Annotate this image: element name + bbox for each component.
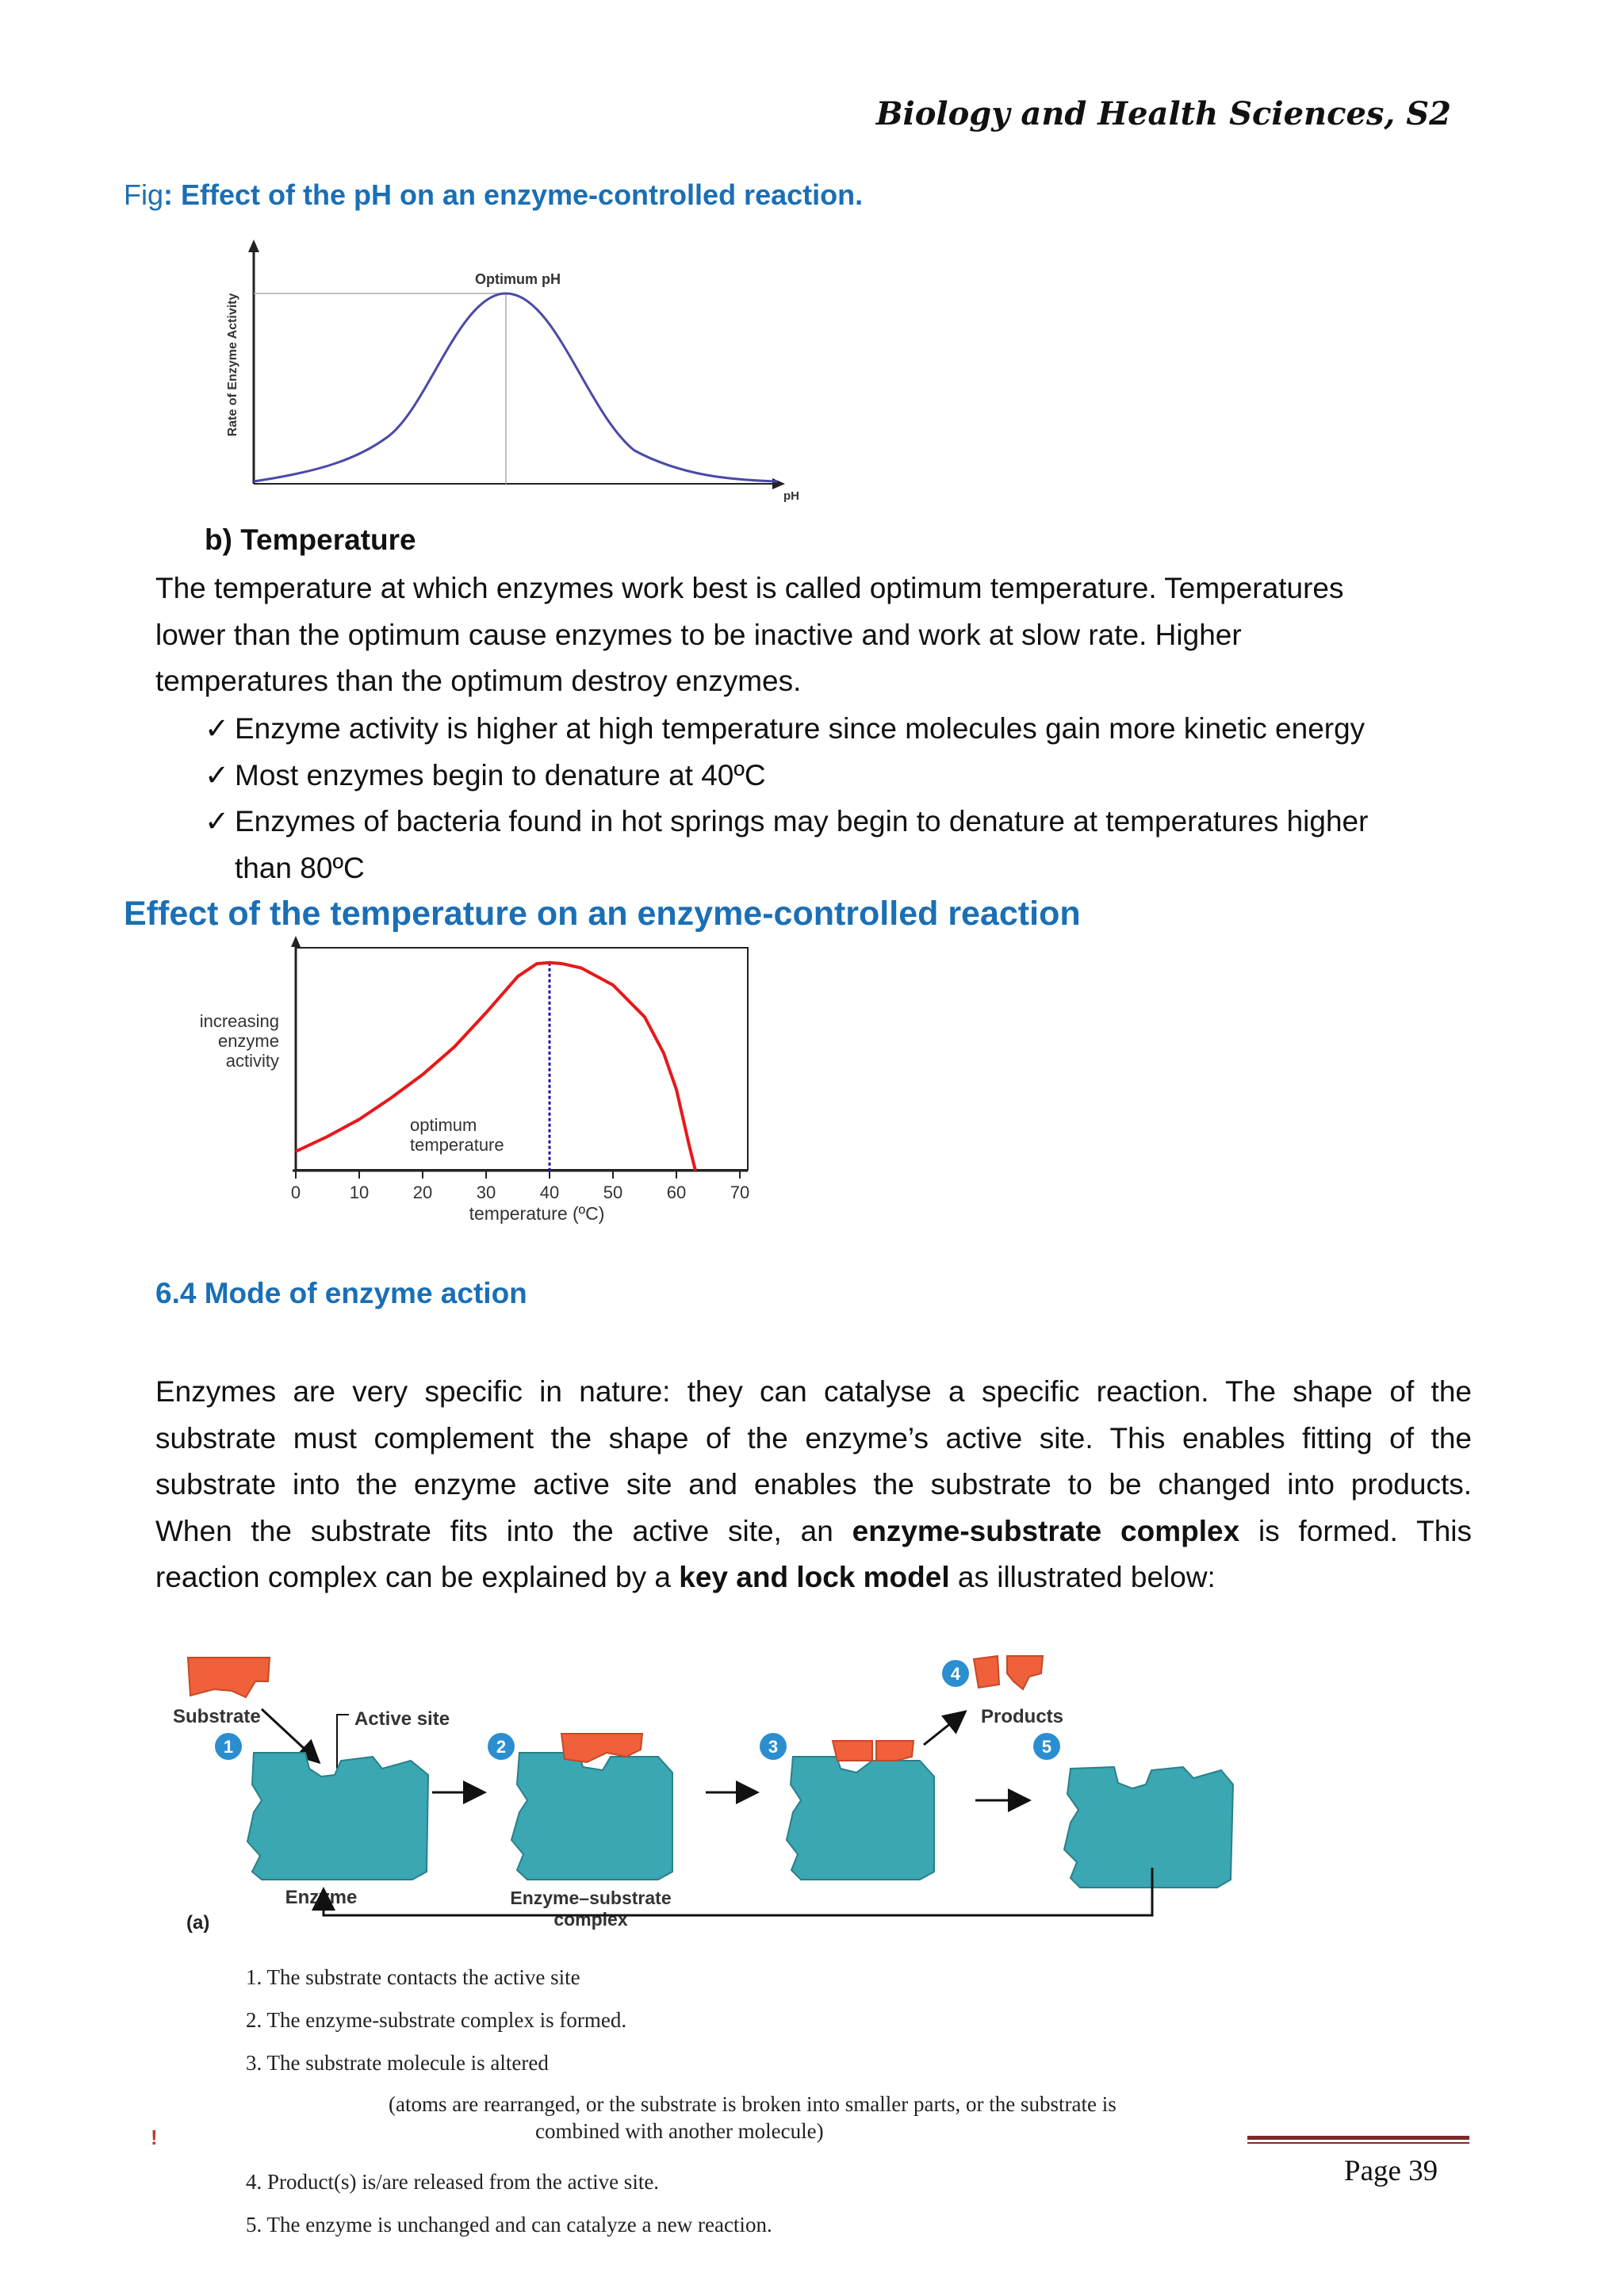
footer-rule bbox=[1247, 2136, 1469, 2140]
temp-x-tick-label: 20 bbox=[412, 1182, 433, 1202]
footer-rule-thin bbox=[1247, 2142, 1469, 2144]
footer-mark: ! bbox=[151, 2125, 158, 2149]
bullet-text: Enzyme activity is higher at high temperature since molecules gain more kinetic energy bbox=[235, 712, 1365, 745]
enzyme-shape bbox=[247, 1753, 428, 1880]
ph-y-label: Rate of Enzyme Activity bbox=[226, 293, 239, 437]
temperature-paragraph-line: The temperature at which enzymes work best is called optimum temperature. Temperatures bbox=[155, 572, 1344, 604]
temp-x-tick-label: 0 bbox=[290, 1182, 301, 1202]
mode-paragraph-line: Enzymes are very specific in nature: they can catalyse a specific reaction. The shape of the bbox=[155, 1375, 1472, 1408]
temp-y-label-line: increasing bbox=[199, 1011, 279, 1031]
enzyme-label: Enzyme bbox=[285, 1887, 358, 1908]
step-line: 1. The substrate contacts the active site bbox=[246, 1965, 580, 1989]
mode-text: reaction complex can be explained by a bbox=[155, 1561, 680, 1593]
panel-label: (a) bbox=[186, 1912, 210, 1934]
active-site-label: Active site bbox=[354, 1708, 450, 1730]
ph-chart bbox=[214, 238, 817, 512]
bullet-item bbox=[205, 706, 1442, 753]
ph-y-arrow bbox=[248, 240, 259, 252]
return-arrow bbox=[324, 1868, 1152, 1915]
temp-x-tick-label: 30 bbox=[476, 1182, 496, 1202]
release-arrow bbox=[924, 1713, 963, 1745]
bullet-text: than 80ºC bbox=[235, 851, 365, 884]
step-line: 2. The enzyme-substrate complex is formed. bbox=[246, 2008, 627, 2032]
lock-and-key-diagram bbox=[159, 1642, 1269, 1943]
ph-curve bbox=[254, 293, 777, 481]
page-number: Page 39 bbox=[1344, 2155, 1438, 2187]
temp-y-label-line: activity bbox=[225, 1051, 279, 1071]
ph-optimum-label: Optimum pH bbox=[475, 271, 561, 287]
bullet-text: Enzymes of bacteria found in hot springs may begin to denature at temperatures higher bbox=[235, 805, 1369, 838]
ph-figure-caption bbox=[124, 178, 863, 212]
mode-text: is formed. This bbox=[1239, 1514, 1472, 1547]
temperature-chart bbox=[155, 936, 781, 1237]
temp-y-arrow bbox=[291, 936, 301, 947]
substrate-label: Substrate bbox=[173, 1706, 261, 1727]
mode-paragraph-line bbox=[155, 1508, 1472, 1555]
mode-paragraph bbox=[155, 1369, 1472, 1601]
caption-prefix: Fig bbox=[124, 178, 164, 211]
bullet-item bbox=[205, 753, 1442, 799]
enzyme-shape bbox=[511, 1753, 672, 1880]
complex-label-line: Enzyme–substrate bbox=[510, 1888, 672, 1908]
enzyme-shape bbox=[787, 1757, 934, 1880]
temp-x-label: temperature (ºC) bbox=[469, 1203, 605, 1224]
check-icon: ✓ bbox=[205, 758, 230, 792]
mode-text: When the substrate fits into the active site, an bbox=[155, 1514, 852, 1547]
temperature-paragraph bbox=[155, 565, 1472, 705]
product-shape bbox=[1007, 1656, 1043, 1689]
products-label: Products bbox=[981, 1706, 1064, 1727]
bullet-item-continuation bbox=[205, 845, 1442, 892]
bullet-text: Most enzymes begin to denature at 40ºC bbox=[235, 758, 766, 792]
temperature-bullets bbox=[205, 706, 1442, 891]
bullet-item bbox=[205, 799, 1442, 845]
temp-x-tick-label: 10 bbox=[349, 1182, 370, 1202]
temperature-paragraph-line: temperatures than the optimum destroy enzymes. bbox=[155, 665, 802, 697]
temp-optimum-label-line: temperature bbox=[410, 1135, 504, 1155]
step-badge-number: 2 bbox=[496, 1737, 507, 1757]
step-badge-number: 3 bbox=[768, 1737, 779, 1757]
temp-x-tick-label: 70 bbox=[730, 1182, 750, 1202]
check-icon: ✓ bbox=[205, 805, 230, 838]
temp-tick-group bbox=[291, 1171, 749, 1202]
caption-text: : Effect of the pH on an enzyme-controlled reaction. bbox=[163, 178, 864, 211]
temperature-paragraph-line: lower than the optimum cause enzymes to be inactive and work at slow rate. Higher bbox=[155, 618, 1242, 651]
temp-x-tick-label: 40 bbox=[539, 1182, 560, 1202]
temperature-subheading: b) Temperature bbox=[205, 523, 416, 556]
step-line: 5. The enzyme is unchanged and can catalyze a new reaction. bbox=[246, 2213, 772, 2237]
altered-substrate-shape bbox=[876, 1741, 914, 1761]
mode-bold-term: enzyme-substrate complex bbox=[852, 1514, 1240, 1547]
mode-paragraph-line: substrate must complement the shape of the enzyme’s active site. This enables fitting of the bbox=[155, 1421, 1472, 1455]
mode-paragraph-line: substrate into the enzyme active site and enables the substrate to be changed into products. bbox=[155, 1468, 1472, 1501]
product-shape bbox=[974, 1656, 999, 1688]
step-note-line: combined with another molecule) bbox=[535, 2119, 824, 2143]
complex-label-line: complex bbox=[553, 1909, 628, 1930]
temp-optimum-label-line: optimum bbox=[410, 1115, 477, 1135]
temperature-chart-title: Effect of the temperature on an enzyme-controlled reaction bbox=[124, 895, 1081, 933]
step-line: 4. Product(s) is/are released from the active site. bbox=[246, 2170, 660, 2194]
mode-heading: 6.4 Mode of enzyme action bbox=[155, 1277, 527, 1309]
temp-x-tick-label: 50 bbox=[603, 1182, 623, 1202]
altered-substrate-shape bbox=[833, 1741, 872, 1761]
substrate-shape bbox=[188, 1658, 270, 1697]
step-badge-number: 5 bbox=[1041, 1737, 1052, 1757]
temp-x-tick-label: 60 bbox=[666, 1182, 687, 1202]
mode-text: as illustrated below: bbox=[949, 1561, 1216, 1593]
ph-x-arrow bbox=[772, 478, 785, 489]
mode-paragraph-line bbox=[155, 1554, 1472, 1601]
running-header: Biology and Health Sciences, S2 bbox=[875, 95, 1451, 132]
temp-plot-frame bbox=[296, 948, 748, 1170]
ph-x-label: pH bbox=[783, 489, 799, 503]
temp-y-label-line: enzyme bbox=[217, 1031, 279, 1051]
check-icon: ✓ bbox=[205, 712, 230, 745]
mode-bold-term: key and lock model bbox=[679, 1561, 950, 1593]
step-badge-number: 4 bbox=[950, 1664, 961, 1684]
enzyme-shape bbox=[1064, 1767, 1233, 1888]
step-line: 3. The substrate molecule is altered bbox=[246, 2051, 549, 2075]
step-note-line: (atoms are rearranged, or the substrate is broken into smaller parts, or the substrate is bbox=[389, 2092, 1116, 2116]
step-badge-number: 1 bbox=[223, 1737, 234, 1757]
